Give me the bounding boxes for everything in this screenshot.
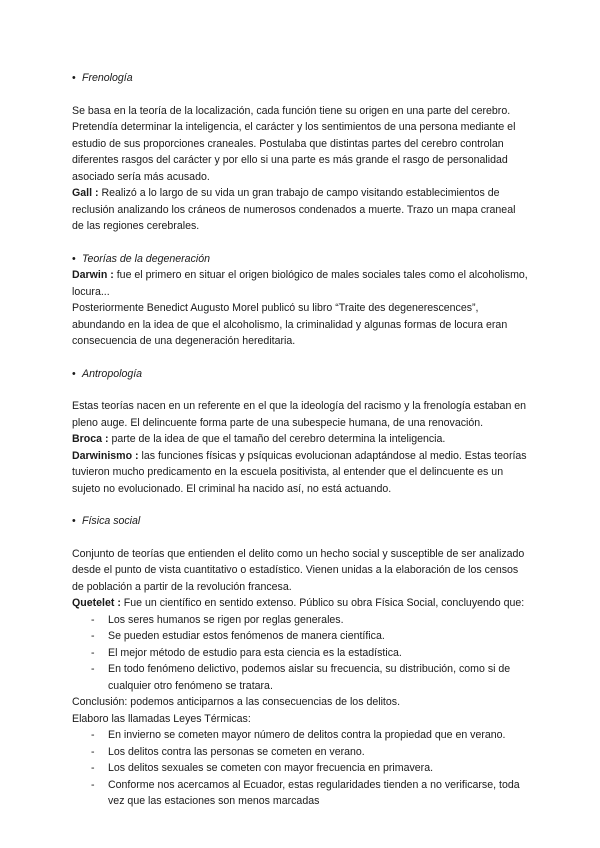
gall-paragraph (72, 185, 528, 235)
morel-paragraph: Posteriormente Benedict Augusto Morel publicó su libro “Traite des degenerescences”, abundando en la idea de que el alcoholismo, la criminalidad y algunas formas de locura eran consecuencia de una degeneración hereditaria. (72, 302, 508, 347)
quetelet-label: Quetelet : (72, 597, 121, 609)
section-heading-fisica-social (72, 513, 528, 530)
fisica-social-body: Conjunto de teorías que entienden el delito como un hecho social y susceptible de ser analizado desde el punto de vista cuantitativo o estadístico. Vienen unidas a la elaboración de los censos de población a partir de la revolución francesa. (72, 547, 525, 593)
section-title: Frenología (82, 72, 133, 84)
quetelet-paragraph (72, 595, 528, 612)
darwin-text: fue el primero en situar el origen biológico de males sociales tales como el alcoholismo, locura... (72, 269, 528, 298)
section-title: Antropología (82, 367, 143, 380)
list-item: - Los delitos sexuales se cometen con mayor frecuencia en primavera. (72, 760, 528, 777)
list-item: - Conforme nos acercamos al Ecuador, estas regularidades tienden a no verificarse, toda vez que las estaciones son menos marcadas (72, 777, 528, 810)
gall-text: Realizó a lo largo de su vida un gran trabajo de campo visitando establecimientos de reclusión analizando los cráneos de numerosos condenados a muerte. Trazo un mapa craneal de las regiones cerebrales. (72, 187, 516, 232)
quetelet-conclusions-list (72, 612, 528, 695)
antropologia-body: Estas teorías nacen en un referente en el que la ideología del racismo y la frenología estaban en pleno auge. El delincuente forma parte de una subespecie humana, de una renovación. (72, 400, 527, 429)
section-title: Teorías de la degeneración (82, 252, 211, 265)
darwinismo-label: Darwinismo : (72, 449, 139, 462)
leyes-intro: Elaboro las llamadas Leyes Térmicas: (72, 712, 251, 725)
document-page (72, 70, 528, 810)
gall-label: Gall : (72, 187, 99, 199)
darwinismo-paragraph (72, 448, 528, 498)
bullet-icon: • (72, 72, 76, 84)
bullet-icon: • (72, 515, 76, 527)
darwinismo-text: las funciones físicas y psíquicas evolucionan adaptándose al medio. Estas teorías tuvieron mucho predicamento en la escuela positivista, al entender que el delincuente es un sujeto no evolucionado. El criminal ha nacido así, no está actuando. (72, 449, 527, 495)
broca-label: Broca : (72, 433, 109, 445)
bullet-icon: • (72, 367, 76, 380)
section-title: Física social (82, 515, 141, 527)
darwin-paragraph (72, 267, 528, 300)
list-item: - En invierno se cometen mayor número de delitos contra la propiedad que en verano. (72, 727, 528, 744)
list-item: - En todo fenómeno delictivo, podemos aislar su frecuencia, su distribución, como si de cualquier otro fenómeno se tratara. (72, 661, 528, 694)
list-item: - Los delitos contra las personas se cometen en verano. (72, 744, 528, 761)
section-heading-antropologia (72, 366, 528, 383)
section-heading-frenologia (72, 70, 528, 87)
section-heading-degeneracion (72, 251, 528, 268)
broca-paragraph (72, 431, 528, 448)
bullet-icon: • (72, 252, 76, 265)
list-item: - El mejor método de estudio para esta ciencia es la estadística. (72, 645, 528, 662)
darwin-label: Darwin : (72, 269, 114, 281)
broca-text: parte de la idea de que el tamaño del cerebro determina la inteligencia. (108, 433, 446, 445)
list-item: - Los seres humanos se rigen por reglas generales. (72, 612, 528, 629)
conclusion-paragraph: Conclusión: podemos anticiparnos a las consecuencias de los delitos. (72, 696, 401, 708)
leyes-termicas-list (72, 727, 528, 810)
frenologia-body: Se basa en la teoría de la localización, cada función tiene su origen en una parte del cerebro. Pretendía determinar la inteligencia, el carácter y los sentimientos de una persona mediante el estudio de sus proporciones craneales. Postulaba que distintas partes del cerebro controlan diferentes rasgos del carácter y por ello si una parte es más grande el rasgo de personalidad asociado sería más acusado. (72, 104, 516, 183)
list-item: - Se pueden estudiar estos fenómenos de manera científica. (72, 628, 528, 645)
quetelet-text: Fue un científico en sentido extenso. Público su obra Física Social, concluyendo que: (120, 597, 525, 609)
